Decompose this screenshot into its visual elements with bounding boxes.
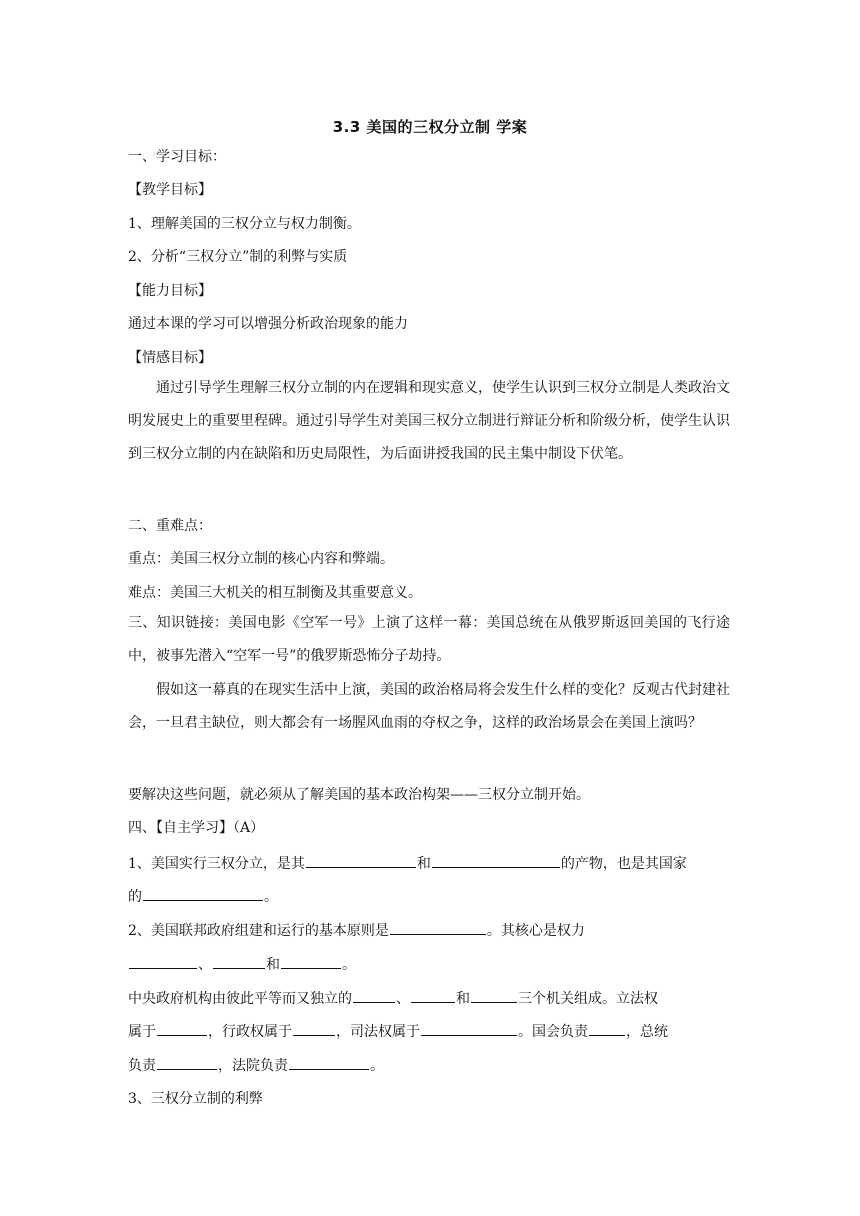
section-4-heading: 四、【自主学习】（A） bbox=[128, 820, 265, 836]
question-2-line-1 bbox=[128, 920, 730, 941]
q2-text-m: 。国会负责 bbox=[518, 1024, 588, 1040]
q2-blank-5[interactable] bbox=[353, 988, 395, 1003]
section-3-paragraph-3: 要解决这些问题，就必须从了解美国的基本政治构架——三权分立制开始。 bbox=[128, 787, 590, 803]
q2-text-p: ，法院负责 bbox=[218, 1058, 288, 1074]
difficult-point: 难点：美国三大机关的相互制衡及其重要意义。 bbox=[128, 585, 422, 601]
q2-text-l: ，司法权属于 bbox=[336, 1024, 420, 1040]
q2-blank-10[interactable] bbox=[421, 1021, 517, 1036]
q2-blank-3[interactable] bbox=[213, 954, 265, 969]
emotion-goal-heading: 【情感目标】 bbox=[128, 350, 212, 366]
q2-text-b: 。其核心是权力 bbox=[486, 923, 585, 939]
ability-goal-heading: 【能力目标】 bbox=[128, 283, 212, 299]
document-title: 3.3 美国的三权分立制 学案 bbox=[332, 118, 528, 136]
q2-blank-1[interactable] bbox=[390, 920, 486, 935]
question-1-line-1 bbox=[128, 853, 730, 874]
q1-blank-3[interactable] bbox=[143, 886, 263, 901]
question-2-line-5 bbox=[128, 1055, 730, 1076]
q1-text-c: 的产物，也是其国家 bbox=[560, 856, 687, 872]
question-2-line-2 bbox=[128, 954, 730, 975]
q2-text-n: ，总统 bbox=[626, 1024, 668, 1040]
question-3: 3、三权分立制的利弊 bbox=[128, 1091, 263, 1107]
key-point: 重点：美国三权分立制的核心内容和弊端。 bbox=[128, 551, 394, 567]
emotion-goal-paragraph: 通过引导学生理解三权分立制的内在逻辑和现实意义，使学生认识到三权分立制是人类政治文明发展史上的重要里程碑。通过引导学生对美国三权分立制进行辩证分析和阶级分析，使学生认识到三权分立制的内在缺陷和历史局限性，为后面讲授我国的民主集中制设下伏笔。 bbox=[128, 380, 730, 462]
q2-blank-12[interactable] bbox=[157, 1055, 217, 1070]
section-3-paragraph-2: 假如这一幕真的在现实生活中上演，美国的政治格局将会发生什么样的变化？反观古代封建社会，一旦君主缺位，则大都会有一场腥风血雨的夺权之争，这样的政治场景会在美国上演吗？ bbox=[128, 682, 730, 731]
teaching-goal-heading: 【教学目标】 bbox=[128, 182, 212, 198]
q2-text-a: 2、美国联邦政府组建和运行的基本原则是 bbox=[128, 923, 389, 939]
q2-text-o: 负责 bbox=[128, 1058, 156, 1074]
q2-text-g: 、 bbox=[396, 991, 410, 1007]
q1-text-d: 的 bbox=[128, 889, 142, 905]
question-1-line-2 bbox=[128, 886, 730, 907]
q1-text-a: 1、美国实行三权分立，是其 bbox=[128, 856, 305, 872]
q2-text-q: 。 bbox=[370, 1058, 384, 1074]
teaching-goal-2: 2、分析“三权分立”制的利弊与实质 bbox=[128, 249, 348, 265]
q2-text-j: 属于 bbox=[128, 1024, 156, 1040]
section-3-paragraph: 三、知识链接：美国电影《空军一号》上演了这样一幕：美国总统在从俄罗斯返回美国的飞行途中，被事先潜入“空军一号”的俄罗斯恐怖分子劫持。 bbox=[128, 615, 730, 664]
q1-text-e: 。 bbox=[264, 889, 278, 905]
question-2-line-3 bbox=[128, 988, 730, 1009]
teaching-goal-1: 1、理解美国的三权分立与权力制衡。 bbox=[128, 216, 361, 232]
q2-blank-11[interactable] bbox=[589, 1021, 625, 1036]
q2-text-h: 和 bbox=[456, 991, 470, 1007]
q2-text-f: 中央政府机构由彼此平等而又独立的 bbox=[128, 991, 352, 1007]
q2-text-k: ，行政权属于 bbox=[208, 1024, 292, 1040]
q1-text-b: 和 bbox=[416, 856, 431, 872]
q2-blank-8[interactable] bbox=[157, 1021, 207, 1036]
section-1-heading: 一、学习目标： bbox=[128, 149, 226, 165]
q2-blank-7[interactable] bbox=[471, 988, 517, 1003]
q1-blank-1[interactable] bbox=[306, 853, 416, 868]
section-2-heading: 二、重难点： bbox=[128, 518, 212, 534]
q2-text-i: 三个机关组成。立法权 bbox=[518, 991, 658, 1007]
q2-blank-4[interactable] bbox=[281, 954, 341, 969]
ability-goal-text: 通过本课的学习可以增强分析政治现象的能力 bbox=[128, 316, 408, 332]
q2-blank-13[interactable] bbox=[289, 1055, 369, 1070]
q2-text-d: 和 bbox=[266, 957, 280, 973]
q2-text-c: 、 bbox=[198, 957, 212, 973]
q2-blank-6[interactable] bbox=[411, 988, 455, 1003]
q2-blank-9[interactable] bbox=[293, 1021, 335, 1036]
q1-blank-2[interactable] bbox=[432, 853, 560, 868]
question-2-line-4 bbox=[128, 1021, 730, 1042]
q2-text-e: 。 bbox=[342, 957, 356, 973]
q2-blank-2[interactable] bbox=[129, 954, 197, 969]
